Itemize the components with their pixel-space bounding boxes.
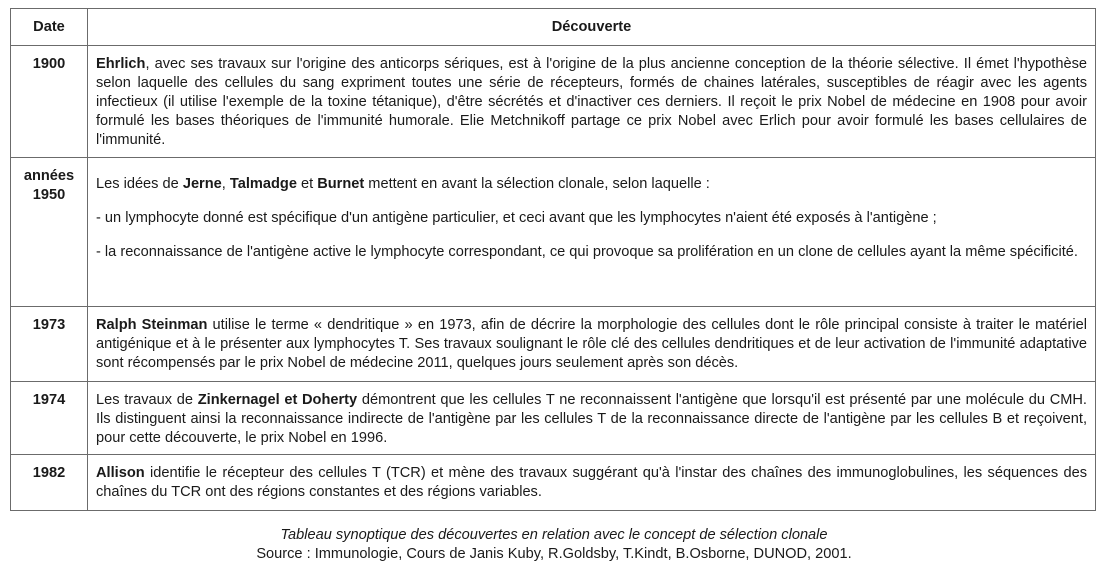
discovery-text: - la reconnaissance de l'antigène active le lymphocyte correspondant, ce qui provoque sa prolifération en un clone de cellules ayant la même spécificité. [96, 244, 1078, 260]
row-discovery [88, 46, 1096, 158]
table-caption [0, 526, 1108, 564]
row-discovery [88, 158, 1096, 307]
discovery-text: Les idées de [96, 176, 183, 192]
discovery-paragraph [96, 243, 1087, 262]
discovery-text: démontrent que les cellules T ne reconnaissent l'antigène que lorsqu'il est présenté par une molécule du CMH. Ils distinguent ainsi la reconnaissance indirecte de l'antigène par les cellules T de la reconnaissance directe de l'antigène par les cellules B et reçoivent, pour cette découverte, le prix Nobel en 1996. [96, 392, 1087, 446]
row-discovery [88, 455, 1096, 511]
discoveries-table [10, 8, 1096, 511]
discovery-text: identifie le récepteur des cellules T (TCR) et mène des travaux suggérant qu'à l'instar des chaînes des immunoglobulines, les séquences des chaînes du TCR ont des régions constantes et des régions variables. [96, 465, 1087, 500]
discovery-paragraph [96, 391, 1087, 448]
row-discovery [88, 307, 1096, 382]
scientist-name: Zinkernagel et Doherty [197, 392, 358, 408]
row-date: 1974 [11, 382, 88, 455]
discovery-paragraph [96, 55, 1087, 150]
discovery-text: , [221, 176, 230, 192]
column-header-discovery: Découverte [88, 9, 1096, 46]
scientist-name: Ralph Steinman [96, 317, 208, 333]
discovery-paragraph [96, 464, 1087, 502]
row-date: 1973 [11, 307, 88, 382]
scientist-name: Allison [96, 465, 145, 481]
row-date: 1982 [11, 455, 88, 511]
discovery-text: utilise le terme « dendritique » en 1973, afin de décrire la morphologie des cellules dont le rôle principal consiste à traiter le matériel antigénique et à le présenter aux lymphocytes T. Ses travaux soulignant le rôle clé des cellules dendritiques et de leur activation de l'immunité adaptative sont récompensés par le prix Nobel de médecine 2011, quelques jours seulement après son décès. [96, 317, 1087, 371]
scientist-name: Ehrlich [96, 56, 146, 72]
table-body [11, 46, 1096, 511]
discovery-paragraph [96, 209, 1087, 228]
table-row [11, 158, 1096, 307]
row-discovery [88, 382, 1096, 455]
row-date: 1900 [11, 46, 88, 158]
discovery-text: et [296, 176, 318, 192]
row-date: années 1950 [11, 158, 88, 307]
caption-title: Tableau synoptique des découvertes en relation avec le concept de sélection clonale [280, 527, 828, 543]
discovery-text: mettent en avant la sélection clonale, selon laquelle : [364, 176, 710, 192]
table-header-row [11, 9, 1096, 46]
scientist-name: Burnet [317, 176, 365, 192]
table-row [11, 382, 1096, 455]
table-row [11, 46, 1096, 158]
discovery-text: - un lymphocyte donné est spécifique d'un antigène particulier, et ceci avant que les lymphocytes n'aient été exposés à l'antigène ; [96, 210, 937, 226]
scientist-name: Jerne [182, 176, 222, 192]
table-row [11, 455, 1096, 511]
discovery-text: , avec ses travaux sur l'origine des anticorps sériques, est à l'origine de la plus ancienne conception de la théorie sélective. Il émet l'hypothèse selon laquelle des cellules du sang expriment toutes une série de récepteurs, formés de chaines latérales, susceptibles de réagir avec les agents infectieux (il utilise l'exemple de la toxine tétanique), d'être sécrétés et d'inactiver ces derniers. Il reçoit le prix Nobel de médecine en 1908 pour avoir formulé les bases théoriques de l'immunité humorale. Elie Metchnikoff partage ce prix Nobel avec Erlich pour avoir formulé les bases cellulaires de l'immunité. [96, 56, 1087, 148]
discovery-paragraph [96, 316, 1087, 373]
table-row [11, 307, 1096, 382]
column-header-date: Date [11, 9, 88, 46]
caption-source: Source : Immunologie, Cours de Janis Kuby, R.Goldsby, T.Kindt, B.Osborne, DUNOD, 2001. [256, 546, 852, 562]
discovery-paragraph [96, 175, 1087, 194]
discovery-text: Les travaux de [96, 392, 198, 408]
scientist-name: Talmadge [229, 176, 297, 192]
